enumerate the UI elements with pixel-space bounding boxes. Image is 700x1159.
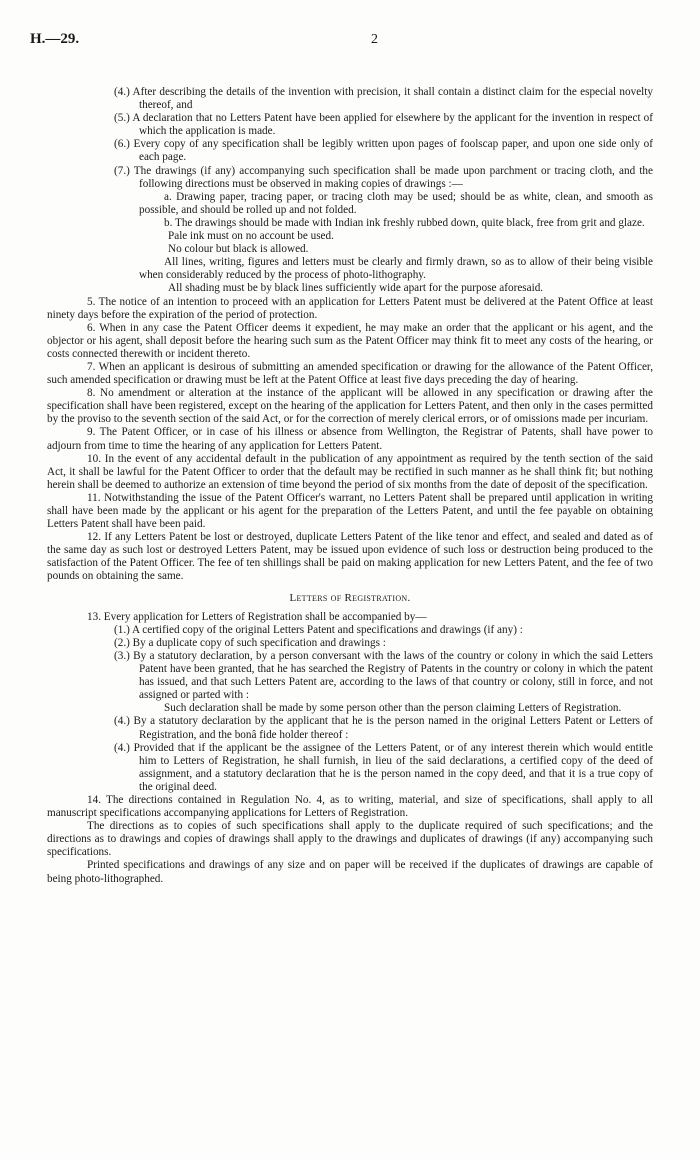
paragraph: (7.) The drawings (if any) accompanying such specification shall be made upon parchment or tracing cloth, and the following directions must be observed in making copies of drawings :—: [114, 164, 653, 190]
paragraph: 6. When in any case the Patent Officer deems it expedient, he may make an order that the applicant or his agent, and the objector or his agent, shall deposit before the hearing such sum as the Patent Officer may think fit to meet any costs of the hearing, or costs connected therewith or incident thereto.: [47, 321, 653, 360]
paragraph: (3.) By a statutory declaration, by a person conversant with the laws of the country or colony in which the said Letters Patent have been granted, that he has searched the Registry of Patents in the country or colony in which the patent has issued, and that such Letters Patent are, according to the laws of that country or colony, still in force, and not assigned or parted with :: [114, 649, 653, 702]
paragraph: (1.) A certified copy of the original Letters Patent and specifications and drawings (if any) :: [114, 623, 523, 636]
paragraph: 9. The Patent Officer, or in case of his illness or absence from Wellington, the Registrar of Patents, shall have power to adjourn from time to time the hearing of any application for Letters Patent.: [47, 426, 653, 452]
page-header: [30, 33, 670, 53]
paragraph: 7. When an applicant is desirous of submitting an amended specification or drawing for the allowance of the Patent Officer, such amended specification or drawing must be left at the Patent Office at least five days preceding the day of hearing.: [47, 360, 653, 387]
paragraph: No colour but black is allowed.: [168, 243, 309, 256]
paragraph: (2.) By a duplicate copy of such specification and drawings :: [114, 636, 386, 649]
paragraph: All shading must be by black lines sufficiently wide apart for the purpose aforesaid.: [168, 282, 544, 295]
paragraph: (5.) A declaration that no Letters Patent have been applied for elsewhere by the applicant for the invention in respect of which the application is made.: [114, 112, 653, 138]
section-heading: Letters of Registration.: [289, 591, 411, 604]
paragraph: (4.) Provided that if the applicant be the assignee of the Letters Patent, or of any interest therein which would entitle him to Letters of Registration, he shall furnish, in lieu of the said declarations, a certified copy of the deed of assignment, and a statutory declaration that he is the person named in the copy deed, and that it is a true copy of the original deed.: [114, 741, 653, 793]
paragraph: 5. The notice of an intention to proceed with an application for Letters Patent must be delivered at the Patent Office at least ninety days before the expiration of the period of protection.: [47, 295, 653, 321]
paragraph: Such declaration shall be made by some person other than the person claiming Letters of Registration.: [164, 702, 622, 715]
paragraph: Pale ink must on no account be used.: [168, 230, 334, 243]
paragraph: 10. In the event of any accidental default in the publication of any appointment as required by the tenth section of the said Act, it shall be lawful for the Patent Officer to order that the default may be rectified in such manner as he shall think fit; but nothing herein shall be deemed to authorize an extension of time beyond the period of six months from the date of deposit of the specification.: [47, 452, 653, 491]
document-body: [47, 86, 653, 886]
paragraph: b. The drawings should be made with Indian ink freshly rubbed down, quite black, free from grit and glaze.: [164, 216, 645, 229]
paragraph: (4.) By a statutory declaration by the applicant that he is the person named in the original Letters Patent or Letters of Registration, and the bonâ fide holder thereof :: [114, 715, 653, 741]
paragraph: 13. Every application for Letters of Registration shall be accompanied by—: [87, 610, 427, 623]
paragraph: (6.) Every copy of any specification shall be legibly written upon pages of foolscap paper, and upon one side only of each page.: [114, 138, 653, 164]
paragraph: a. Drawing paper, tracing paper, or tracing cloth may be used; should be as white, clean, and smooth as possible, and should be rolled up and not folded.: [139, 190, 653, 216]
paragraph: 8. No amendment or alteration at the instance of the applicant will be allowed in any specification or drawing after the specification shall have been registered, except on the hearing of the application for Letters Patent, and then only in the cases permitted by the proviso to the seventh section of the said Act, or for the correction of merely clerical errors, or of omissions made per incuriam.: [47, 387, 653, 426]
paragraph: 11. Notwithstanding the issue of the Patent Officer's warrant, no Letters Patent shall be prepared until application in writing shall have been made by the applicant or his agent for the preparation of the Letters Patent, and until the fee payable on obtaining Letters Patent shall have been paid.: [47, 491, 653, 531]
paragraph: All lines, writing, figures and letters must be clearly and firmly drawn, so as to allow of their being visible when considerably reduced by the process of photo-lithography.: [139, 256, 653, 282]
paragraph: 12. If any Letters Patent be lost or destroyed, duplicate Letters Patent of the like tenor and effect, and sealed and dated as of the same day as such lost or destroyed Letters Patent, may be issued upon evidence of such loss or destruction being produced to the satisfaction of the Patent Officer. The fee of ten shillings shall be paid on making application for new Letters Patent, and the fee of two pounds on obtaining the same.: [47, 531, 653, 583]
paragraph: The directions as to copies of such specifications shall apply to the duplicate required of such specifications; and the directions as to drawings and copies of drawings shall apply to the drawings and duplicates of drawings (if any) accompanying such specifications.: [47, 820, 653, 859]
paragraph: (4.) After describing the details of the invention with precision, it shall contain a distinct claim for the especial novelty thereof, and: [114, 86, 653, 112]
paragraph: Printed specifications and drawings of any size and on paper will be received if the duplicates of drawings are capable of being photo-lithographed.: [47, 859, 653, 885]
document-reference: H.—29.: [30, 31, 80, 47]
page-number: 2: [371, 32, 378, 47]
paragraph: 14. The directions contained in Regulation No. 4, as to writing, material, and size of specifications, shall apply to all manuscript specifications accompanying applications for Letters of Registration.: [47, 793, 653, 820]
